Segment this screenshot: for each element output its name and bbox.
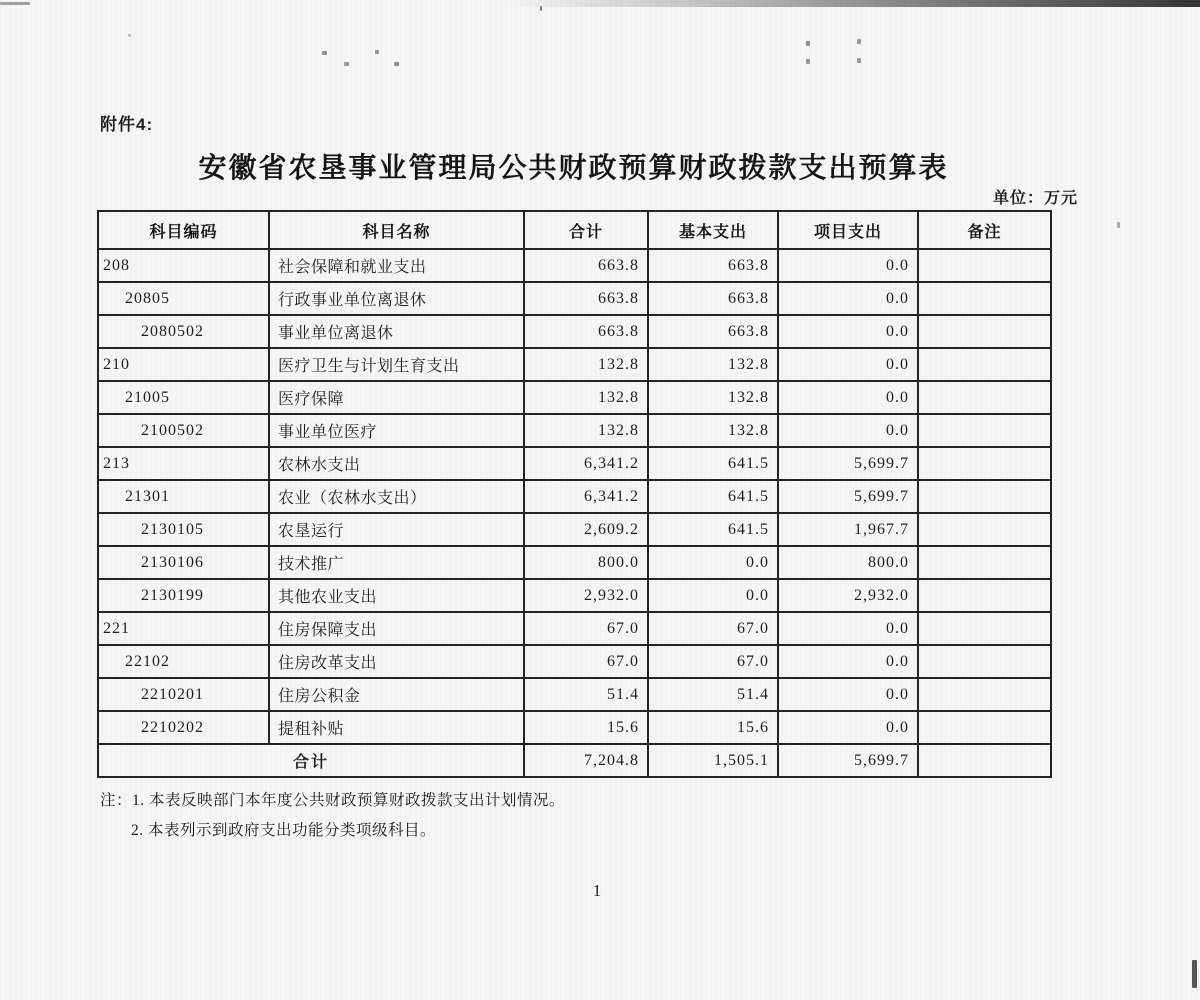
table-row bbox=[98, 447, 1051, 480]
remark-cell bbox=[918, 579, 1051, 612]
subject-name-cell: 其他农业支出 bbox=[269, 579, 524, 612]
basic-cell: 0.0 bbox=[648, 579, 778, 612]
basic-cell: 641.5 bbox=[648, 480, 778, 513]
table-row bbox=[98, 480, 1051, 513]
footnotes bbox=[100, 786, 565, 846]
remark-cell bbox=[918, 645, 1051, 678]
scan-speck bbox=[1117, 222, 1120, 228]
page-title: 安徽省农垦事业管理局公共财政预算财政拨款支出预算表 bbox=[198, 152, 949, 183]
header-project-expenditure: 项目支出 bbox=[778, 211, 918, 249]
subject-name-cell: 事业单位医疗 bbox=[269, 414, 524, 447]
total-cell: 15.6 bbox=[524, 711, 648, 744]
subject-code-cell: 210 bbox=[98, 348, 269, 381]
remark-cell bbox=[918, 249, 1051, 282]
project-cell: 5,699.7 bbox=[778, 480, 918, 513]
basic-cell: 15.6 bbox=[648, 711, 778, 744]
scan-speck bbox=[857, 39, 861, 44]
scan-speck bbox=[806, 41, 810, 46]
subject-code-cell: 21005 bbox=[98, 381, 269, 414]
basic-cell: 132.8 bbox=[648, 381, 778, 414]
unit-label: 单位：万元 bbox=[992, 190, 1078, 207]
project-cell: 5,699.7 bbox=[778, 447, 918, 480]
table-total-row bbox=[98, 744, 1051, 777]
remark-cell bbox=[918, 381, 1051, 414]
table-row bbox=[98, 546, 1051, 579]
table-row bbox=[98, 612, 1051, 645]
basic-cell: 663.8 bbox=[648, 249, 778, 282]
remark-cell bbox=[918, 414, 1051, 447]
table-row bbox=[98, 711, 1051, 744]
basic-cell: 132.8 bbox=[648, 348, 778, 381]
basic-cell: 67.0 bbox=[648, 612, 778, 645]
basic-cell: 132.8 bbox=[648, 414, 778, 447]
total-cell: 132.8 bbox=[524, 348, 648, 381]
subject-code-cell: 20805 bbox=[98, 282, 269, 315]
remark-cell bbox=[918, 711, 1051, 744]
basic-cell: 663.8 bbox=[648, 282, 778, 315]
project-cell: 0.0 bbox=[778, 249, 918, 282]
subject-name-cell: 医疗保障 bbox=[269, 381, 524, 414]
project-cell: 1,967.7 bbox=[778, 513, 918, 546]
remark-cell bbox=[918, 612, 1051, 645]
table-row bbox=[98, 579, 1051, 612]
project-cell: 0.0 bbox=[778, 645, 918, 678]
subject-code-cell: 2100502 bbox=[98, 414, 269, 447]
total-cell: 67.0 bbox=[524, 612, 648, 645]
scan-speck bbox=[128, 34, 131, 37]
footnote-1: 注：1. 本表反映部门本年度公共财政预算财政拨款支出计划情况。 bbox=[100, 792, 566, 809]
remark-cell bbox=[918, 348, 1051, 381]
total-project-cell: 5,699.7 bbox=[778, 744, 918, 777]
footnote-2: 2. 本表列示到政府支出功能分类项级科目。 bbox=[131, 822, 437, 839]
project-cell: 2,932.0 bbox=[778, 579, 918, 612]
total-cell: 67.0 bbox=[524, 645, 648, 678]
header-remarks: 备注 bbox=[918, 211, 1051, 249]
basic-cell: 67.0 bbox=[648, 645, 778, 678]
remark-cell bbox=[918, 315, 1051, 348]
table-row bbox=[98, 414, 1051, 447]
total-cell: 663.8 bbox=[524, 282, 648, 315]
subject-code-cell: 21301 bbox=[98, 480, 269, 513]
subject-code-cell: 213 bbox=[98, 447, 269, 480]
remark-cell bbox=[918, 546, 1051, 579]
attachment-label: 附件4: bbox=[100, 115, 154, 134]
subject-name-cell: 事业单位离退休 bbox=[269, 315, 524, 348]
subject-name-cell: 社会保障和就业支出 bbox=[269, 249, 524, 282]
scan-speck bbox=[0, 2, 30, 5]
subject-name-cell: 住房保障支出 bbox=[269, 612, 524, 645]
subject-code-cell: 208 bbox=[98, 249, 269, 282]
basic-cell: 663.8 bbox=[648, 315, 778, 348]
table-row bbox=[98, 249, 1051, 282]
subject-code-cell: 2210201 bbox=[98, 678, 269, 711]
subject-code-cell: 2210202 bbox=[98, 711, 269, 744]
table-row bbox=[98, 282, 1051, 315]
project-cell: 0.0 bbox=[778, 282, 918, 315]
subject-code-cell: 2130106 bbox=[98, 546, 269, 579]
basic-cell: 641.5 bbox=[648, 513, 778, 546]
subject-name-cell: 农业（农林水支出） bbox=[269, 480, 524, 513]
total-cell: 6,341.2 bbox=[524, 480, 648, 513]
subject-name-cell: 医疗卫生与计划生育支出 bbox=[269, 348, 524, 381]
total-cell: 6,341.2 bbox=[524, 447, 648, 480]
project-cell: 0.0 bbox=[778, 612, 918, 645]
subject-name-cell: 技术推广 bbox=[269, 546, 524, 579]
page-number: 1 bbox=[592, 881, 602, 900]
subject-code-cell: 2130199 bbox=[98, 579, 269, 612]
basic-cell: 51.4 bbox=[648, 678, 778, 711]
subject-name-cell: 住房改革支出 bbox=[269, 645, 524, 678]
table-row bbox=[98, 513, 1051, 546]
project-cell: 0.0 bbox=[778, 414, 918, 447]
total-cell: 132.8 bbox=[524, 381, 648, 414]
table-header-row bbox=[98, 211, 1051, 249]
basic-cell: 0.0 bbox=[648, 546, 778, 579]
remark-cell bbox=[918, 282, 1051, 315]
total-cell: 800.0 bbox=[524, 546, 648, 579]
remark-cell bbox=[918, 678, 1051, 711]
table-row bbox=[98, 645, 1051, 678]
project-cell: 800.0 bbox=[778, 546, 918, 579]
total-cell: 663.8 bbox=[524, 249, 648, 282]
header-subject-name: 科目名称 bbox=[269, 211, 524, 249]
table-row bbox=[98, 678, 1051, 711]
total-sum-cell: 7,204.8 bbox=[524, 744, 648, 777]
subject-name-cell: 农林水支出 bbox=[269, 447, 524, 480]
budget-table bbox=[97, 210, 1052, 778]
scan-speck bbox=[857, 58, 861, 63]
table-row bbox=[98, 381, 1051, 414]
scan-speck bbox=[375, 50, 379, 54]
header-basic-expenditure: 基本支出 bbox=[648, 211, 778, 249]
subject-name-cell: 行政事业单位离退休 bbox=[269, 282, 524, 315]
scan-speck bbox=[344, 62, 349, 66]
scan-speck bbox=[806, 59, 810, 64]
scan-speck bbox=[394, 62, 399, 66]
header-subject-code: 科目编码 bbox=[98, 211, 269, 249]
subject-code-cell: 221 bbox=[98, 612, 269, 645]
project-cell: 0.0 bbox=[778, 678, 918, 711]
project-cell: 0.0 bbox=[778, 711, 918, 744]
project-cell: 0.0 bbox=[778, 381, 918, 414]
project-cell: 0.0 bbox=[778, 315, 918, 348]
scan-edge-artifact bbox=[0, 0, 1200, 7]
scan-speck bbox=[540, 6, 542, 11]
subject-code-cell: 22102 bbox=[98, 645, 269, 678]
remark-cell bbox=[918, 447, 1051, 480]
total-cell: 51.4 bbox=[524, 678, 648, 711]
project-cell: 0.0 bbox=[778, 348, 918, 381]
remark-cell bbox=[918, 513, 1051, 546]
total-remark-cell bbox=[918, 744, 1051, 777]
total-basic-cell: 1,505.1 bbox=[648, 744, 778, 777]
total-cell: 2,932.0 bbox=[524, 579, 648, 612]
basic-cell: 641.5 bbox=[648, 447, 778, 480]
total-label-cell: 合计 bbox=[98, 744, 524, 777]
scan-speck bbox=[322, 51, 327, 55]
subject-name-cell: 住房公积金 bbox=[269, 678, 524, 711]
header-total: 合计 bbox=[524, 211, 648, 249]
remark-cell bbox=[918, 480, 1051, 513]
subject-code-cell: 2130105 bbox=[98, 513, 269, 546]
table-row bbox=[98, 315, 1051, 348]
subject-code-cell: 2080502 bbox=[98, 315, 269, 348]
subject-name-cell: 提租补贴 bbox=[269, 711, 524, 744]
subject-name-cell: 农垦运行 bbox=[269, 513, 524, 546]
total-cell: 132.8 bbox=[524, 414, 648, 447]
table-row bbox=[98, 348, 1051, 381]
total-cell: 663.8 bbox=[524, 315, 648, 348]
total-cell: 2,609.2 bbox=[524, 513, 648, 546]
scan-speck bbox=[1192, 960, 1197, 988]
